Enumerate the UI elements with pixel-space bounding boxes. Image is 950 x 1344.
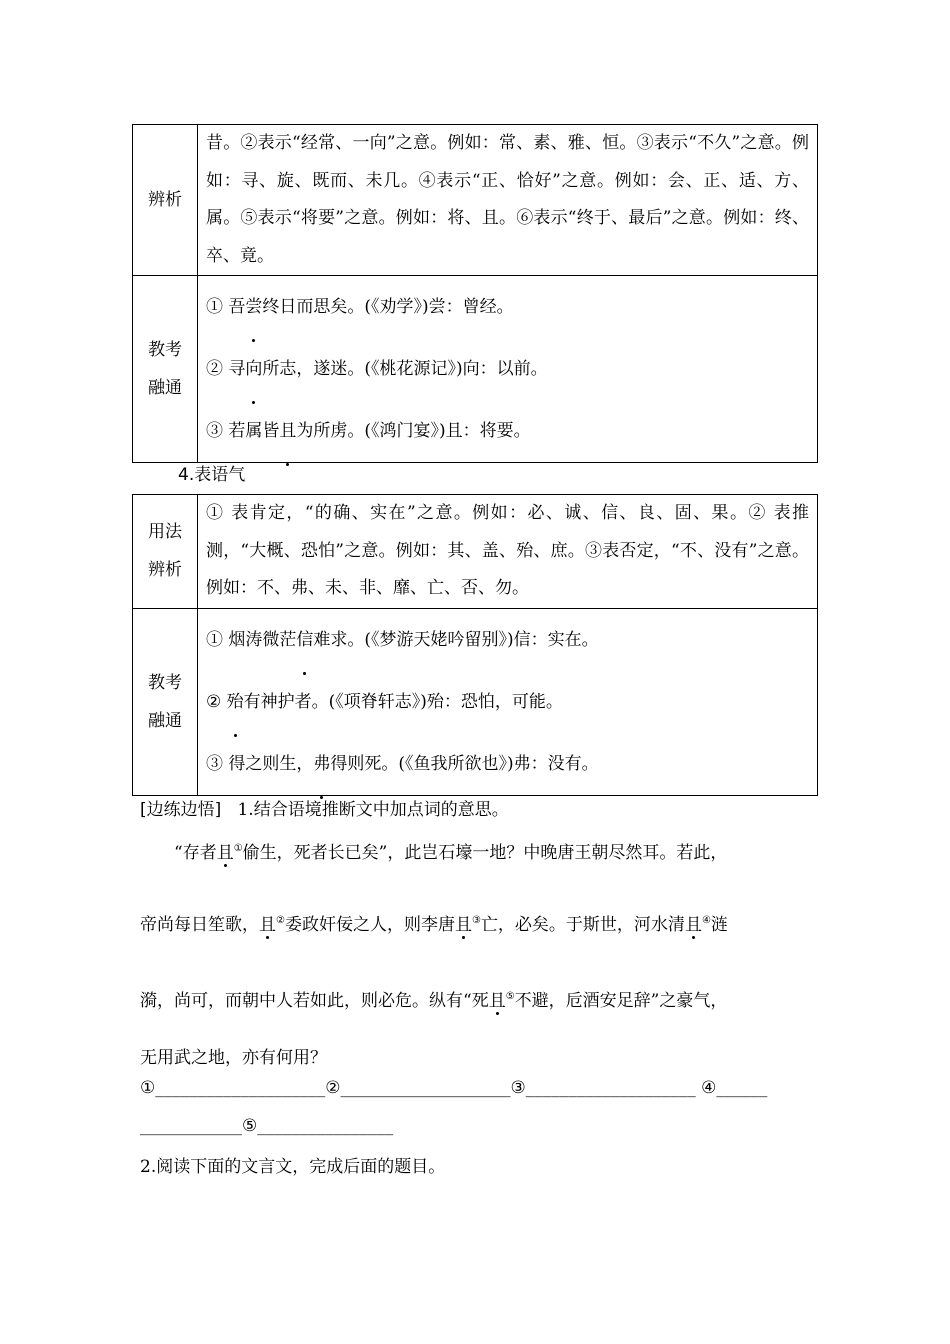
dotted-word: 弗 [313,733,330,795]
passage-line-3: 漪，尚可，而朝中人若如此，则必危。纵有“死且⑤不避，卮酒安足辞”之豪气， [140,986,727,1011]
passage-line-4: 无用武之地，亦有何用？ [140,1048,327,1068]
question-2: 2.阅读下面的文言文，完成后面的题目。 [140,1157,446,1177]
dotted-word: 且 [489,986,506,1011]
practice-heading [140,795,509,820]
dotted-word: 且 [217,838,234,863]
usage-table-time [132,124,818,463]
analysis-text: 昔。②表示“经常、一向”之意。例如：常、素、雅、恒。③表示“不久”之意。例如：寻、旋、既而、未几。④表示“正、恰好”之意。例如：会、正、适、方、属。⑤表示“将要”之意。例如：将、且。⑥表示“终于、最后”之意。例如：终、卒、竟。 [206,133,809,266]
dotted-word: 且 [259,910,276,935]
dotted-word: 且 [279,400,296,462]
examples-cell [198,608,818,795]
dotted-word: 尝 [245,276,262,338]
analysis-cell [198,125,818,276]
example-2: ② 殆有神护者。(《项脊轩志》)殆：恐怕，可能。 [206,671,809,733]
section-heading: 4.表语气 [178,465,246,485]
passage-line-1: “存者且①偷生，死者长已矣”，此岂石壕一地？中晚唐王朝尽然耳。若此， [174,838,727,863]
passage-line-2: 帝尚每日笙歌，且②委政奸佞之人，则李唐且③亡，必矣。于斯世，河水清且④涟 [140,910,728,935]
dotted-word: 且 [685,910,702,935]
examples-cell [198,276,818,463]
practice-tag: [边练边悟] [140,800,222,820]
table-head-analysis: 辨析 [133,125,198,276]
dotted-word: 向 [245,338,262,400]
analysis-text: ① 表肯定，“的确、实在”之意。例如：必、诚、信、良、固、果。② 表推测，“大概、恐怕”之意。例如：其、盖、殆、庶。③表否定，“不、没有”之意。例如：不、弗、未、非、靡、亡、否、勿。 [206,503,809,598]
answer-blanks-line-2[interactable]: ____________⑤________________ [140,1116,394,1136]
example-2: ② 寻向所志，遂迷。(《桃花源记》)向：以前。 [206,338,809,400]
dotted-word: 信 [296,609,313,671]
table-head-examples: 教考 融通 [133,608,198,795]
example-3: ③ 若属皆且为所虏。(《鸿门宴》)且：将要。 [206,400,809,462]
usage-table-mood [132,494,818,796]
answer-blanks-line-1[interactable]: ①____________________②____________________③____________________ ④______ [140,1078,768,1098]
example-1: ① 吾尝终日而思矣。(《劝学》)尝：曾经。 [206,276,809,338]
analysis-cell [198,495,818,609]
example-1: ① 烟涛微茫信难求。(《梦游天姥吟留别》)信：实在。 [206,609,809,671]
table-head-usage-analysis: 用法 辨析 [133,495,198,609]
dotted-word: 殆 [227,671,244,733]
dotted-word: 且 [455,910,472,935]
table-head-examples: 教考 融通 [133,276,198,463]
question-1: 1.结合语境推断文中加点词的意思。 [237,800,509,820]
example-3: ③ 得之则生，弗得则死。(《鱼我所欲也》)弗：没有。 [206,733,809,795]
